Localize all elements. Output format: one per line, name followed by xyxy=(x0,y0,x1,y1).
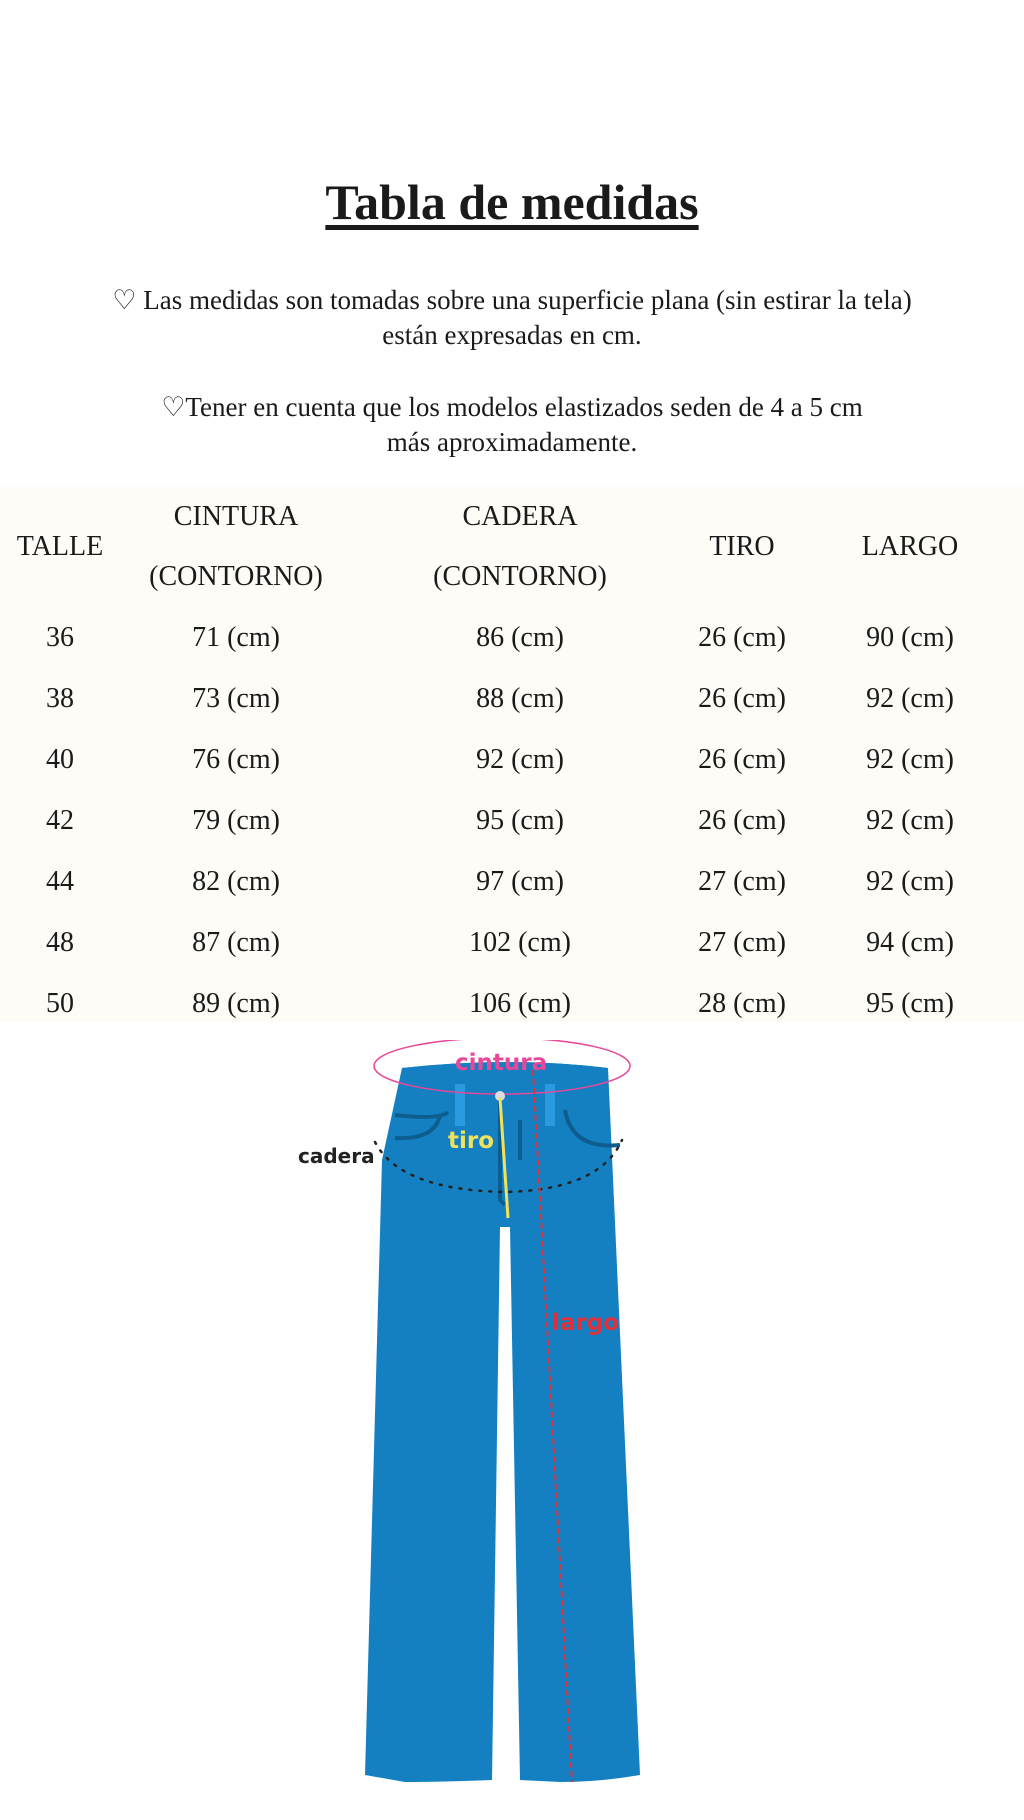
cell-tiro: 26 (cm) xyxy=(698,743,786,775)
cell-cintura: 79 (cm) xyxy=(192,804,280,836)
belt-loop xyxy=(545,1084,555,1126)
cell-largo: 92 (cm) xyxy=(866,865,954,897)
jeans-diagram xyxy=(0,1040,1024,1820)
note-line: ♡Tener en cuenta que los modelos elastizados seden de 4 a 5 cm xyxy=(161,392,863,422)
size-table xyxy=(0,487,1024,1034)
cell-largo: 92 (cm) xyxy=(866,743,954,775)
table-row xyxy=(0,790,1024,851)
cell-tiro: 28 (cm) xyxy=(698,987,786,1019)
cell-largo: 90 (cm) xyxy=(866,621,954,653)
table-row xyxy=(0,851,1024,912)
cell-tiro: 27 (cm) xyxy=(698,865,786,897)
cell-talle: 50 xyxy=(46,987,74,1019)
largo-label: largo xyxy=(552,1310,620,1336)
header-talle: TALLE xyxy=(16,531,104,562)
cintura-label: cintura xyxy=(455,1050,548,1076)
cell-cadera: 88 (cm) xyxy=(476,682,564,714)
cell-cintura: 76 (cm) xyxy=(192,743,280,775)
header-tiro: TIRO xyxy=(709,531,775,562)
cell-cintura: 89 (cm) xyxy=(192,987,280,1019)
cell-talle: 42 xyxy=(46,804,74,836)
table-row xyxy=(0,729,1024,790)
table-header-row xyxy=(0,487,1024,607)
cell-tiro: 26 (cm) xyxy=(698,621,786,653)
cell-cintura: 87 (cm) xyxy=(192,926,280,958)
cell-cadera: 102 (cm) xyxy=(469,926,571,958)
cell-cadera: 92 (cm) xyxy=(476,743,564,775)
table-row xyxy=(0,912,1024,973)
header-cintura: CINTURA (CONTORNO) xyxy=(149,501,323,592)
cell-largo: 92 (cm) xyxy=(866,682,954,714)
cell-talle: 38 xyxy=(46,682,74,714)
cell-talle: 40 xyxy=(46,743,74,775)
cell-largo: 95 (cm) xyxy=(866,987,954,1019)
cell-largo: 94 (cm) xyxy=(866,926,954,958)
belt-loop xyxy=(455,1084,465,1126)
header-largo: LARGO xyxy=(861,531,959,562)
tiro-label: tiro xyxy=(448,1128,495,1154)
cell-cintura: 82 (cm) xyxy=(192,865,280,897)
cell-talle: 36 xyxy=(46,621,74,653)
note-line: están expresadas en cm. xyxy=(382,320,642,350)
cell-talle: 48 xyxy=(46,926,74,958)
size-table-container xyxy=(0,487,1024,1022)
cell-cadera: 95 (cm) xyxy=(476,804,564,836)
cadera-label: cadera xyxy=(298,1144,375,1168)
cell-tiro: 26 (cm) xyxy=(698,804,786,836)
cell-cintura: 71 (cm) xyxy=(192,621,280,653)
jeans-shape xyxy=(365,1062,640,1782)
table-row xyxy=(0,668,1024,729)
header-cadera: CADERA (CONTORNO) xyxy=(433,501,607,592)
cell-largo: 92 (cm) xyxy=(866,804,954,836)
cell-cintura: 73 (cm) xyxy=(192,682,280,714)
note-line: ♡ Las medidas son tomadas sobre una superficie plana (sin estirar la tela) xyxy=(112,285,912,315)
table-row xyxy=(0,607,1024,668)
note-elastic xyxy=(0,390,1024,460)
cell-cadera: 106 (cm) xyxy=(469,987,571,1019)
page-title: Tabla de medidas xyxy=(325,174,699,230)
cell-talle: 44 xyxy=(46,865,74,897)
cell-tiro: 27 (cm) xyxy=(698,926,786,958)
cell-cadera: 86 (cm) xyxy=(476,621,564,653)
note-line: más aproximadamente. xyxy=(386,427,638,457)
note-measurements xyxy=(0,283,1024,353)
table-row xyxy=(0,973,1024,1034)
cell-cadera: 97 (cm) xyxy=(476,865,564,897)
cell-tiro: 26 (cm) xyxy=(698,682,786,714)
